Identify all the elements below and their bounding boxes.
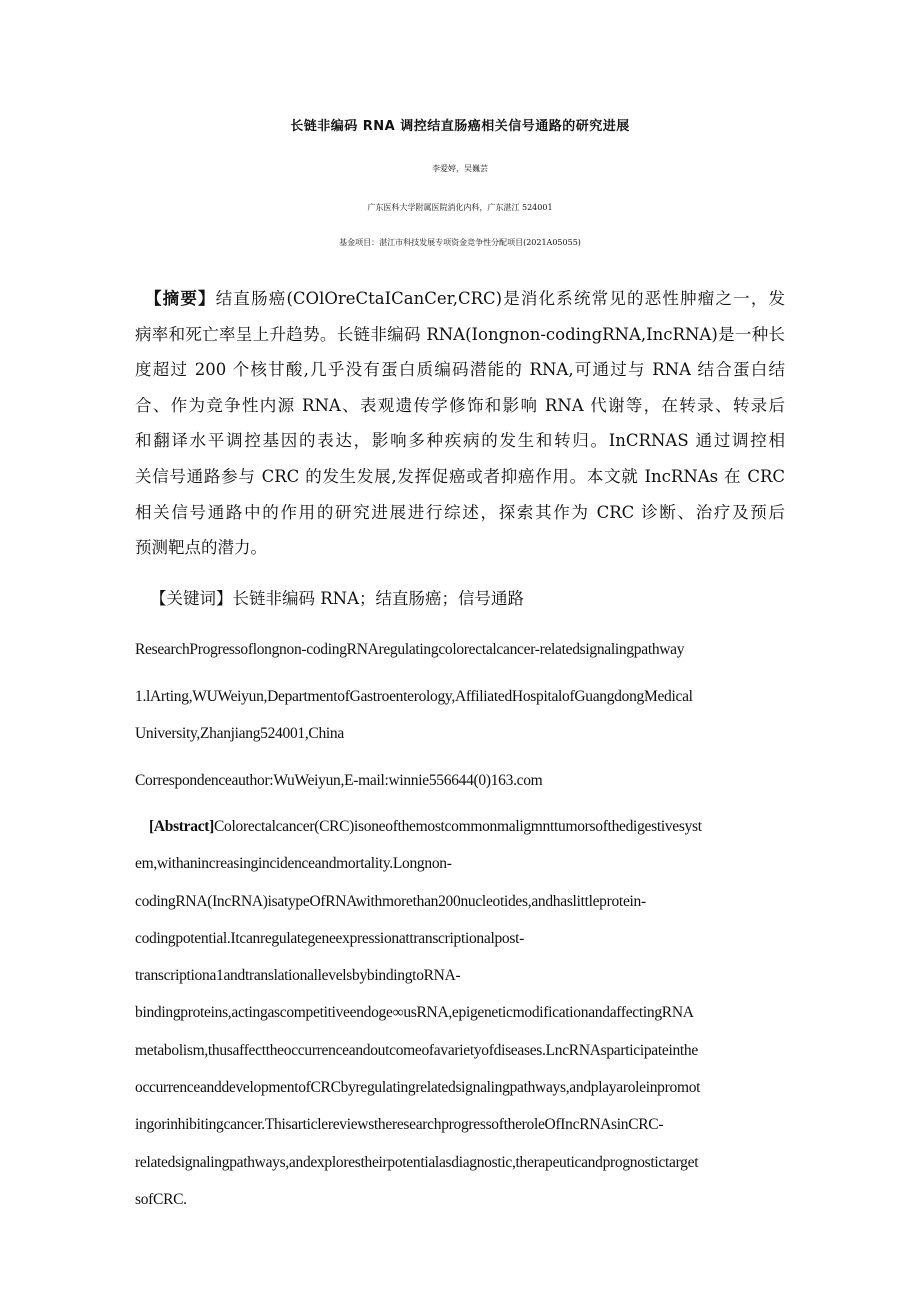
abstract-line: 关信号通路参与 CRC 的发生发展,发挥促癌或者抑癌作用。本文就 IncRNAs 在 CRC: [135, 466, 785, 486]
abstract-label: [Abstract]: [149, 818, 215, 835]
abstract-line: em,withanincreasingincidenceandmortality.Longnon-: [135, 855, 452, 873]
abstract-line: occurrenceanddevelopmentofCRCbyregulatingrelatedsignalingpathways,andplayaroleinpromot: [135, 1079, 701, 1097]
paper-title: 长链非编码 RNA 调控结直肠癌相关信号通路的研究进展: [290, 119, 630, 134]
abstract-line: 度超过 200 个核甘酸,几乎没有蛋白质编码潜能的 RNA,可通过与 RNA 结合蛋白结: [135, 360, 785, 380]
abstract-line: 和翻译水平调控基因的表达，影响多种疾病的发生和转归。InCRNAS 通过调控相: [135, 431, 785, 451]
correspondence: Correspondenceauthor:WuWeiyun,E-mail:winnie556644(0)163.com: [135, 772, 543, 789]
english-abstract: [135, 818, 785, 1228]
funding-note: 基金项目：湛江市科技发展专项资金竞争性分配项目(2021A05055): [339, 238, 581, 247]
english-authors-line: University,Zhanjiang524001,China: [135, 725, 344, 742]
abstract-label: 【摘要】: [145, 289, 216, 308]
author-list: 李爱婷，吴巍芸: [432, 164, 488, 173]
abstract-line: 合、作为竞争性内源 RNA、表观遗传学修饰和影响 RNA 代谢等，在转录、转录后: [135, 395, 785, 415]
abstract-line: transcriptiona1andtranslationallevelsbybindingtoRNA-: [135, 967, 461, 985]
abstract-line: ingorinhibitingcancer.ThisarticlereviewstheresearchprogressoftheroleOfIncRNAsinCRC-: [135, 1116, 664, 1134]
keywords: 【关键词】长链非编码 RNA；结直肠癌；信号通路: [150, 589, 525, 608]
abstract-line: bindingproteins,actingascompetitiveendoge∞usRNA,epigeneticmodificationandaffectingRNA: [135, 1004, 694, 1022]
abstract-line: relatedsignalingpathways,andexplorestheirpotentialasdiagnostic,therapeuticandprognostictarget: [135, 1153, 699, 1171]
abstract-line: 【摘要】结直肠癌(COlOreCtaICanCer,CRC)是消化系统常见的恶性肿瘤之一，发: [145, 289, 785, 308]
english-title: ResearchProgressoflongnon-codingRNAregulatingcolorectalcancer-relatedsignalingpathway: [135, 641, 685, 658]
affiliation: 广东医科大学附属医院消化内科，广东湛江 524001: [367, 203, 553, 212]
abstract-line: sofCRC.: [135, 1190, 187, 1208]
chinese-abstract: [135, 281, 785, 566]
abstract-line: 相关信号通路中的作用的研究进展进行综述，探索其作为 CRC 诊断、治疗及预后: [135, 502, 785, 522]
abstract-line: 预测靶点的潜力。: [135, 538, 267, 558]
english-authors-line: 1.lArting,WUWeiyun,DepartmentofGastroenterology,AffiliatedHospitalofGuangdongMedical: [135, 688, 693, 705]
abstract-line: metabolism,thusaffecttheoccurrenceandoutcomeofavarietyofdiseases.LncRNAsparticipateinthe: [135, 1041, 698, 1059]
abstract-line: 病率和死亡率呈上升趋势。长链非编码 RNA(Iongnon-codingRNA,IncRNA)是一种长: [135, 324, 785, 344]
abstract-line: [Abstract]Colorectalcancer(CRC)isoneofthemostcommonmaligmnttumorsofthedigestivesyst: [149, 818, 702, 835]
abstract-line: codingRNA(IncRNA)isatypeOfRNAwithmorethan200nucleotides,andhaslittleprotein-: [135, 892, 646, 910]
abstract-line: codingpotential.Itcanregulategeneexpressionattranscriptionalpost-: [135, 929, 524, 947]
